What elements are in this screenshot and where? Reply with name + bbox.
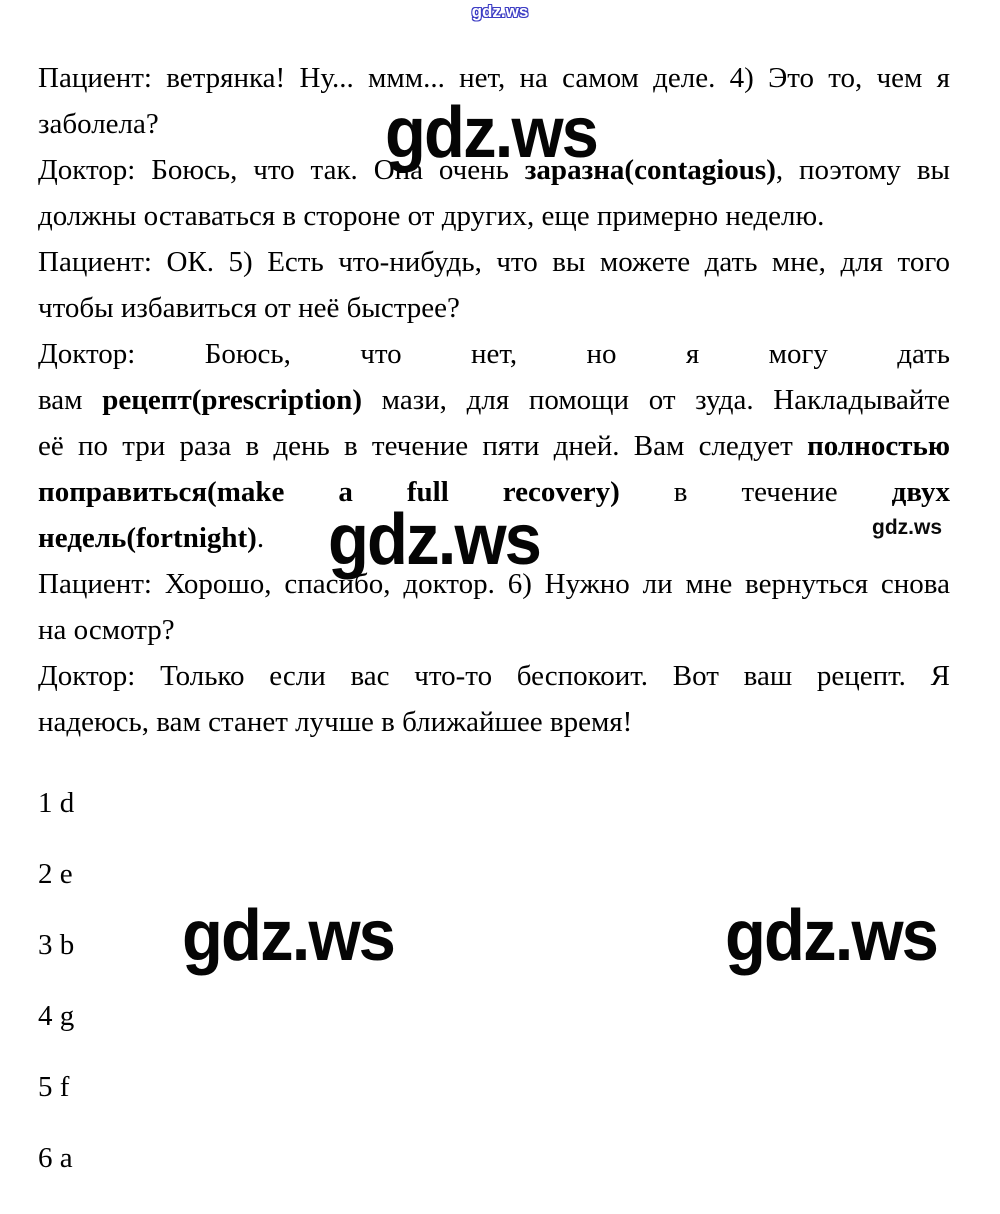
watermark-large-2: gdz.ws — [328, 500, 541, 580]
dialogue-text-segment: Доктор: Боюсь, что так. Она очень — [38, 154, 525, 186]
dialogue-text-segment: на осмотр? — [38, 614, 175, 646]
dialogue-text-segment: . — [256, 522, 265, 554]
dialogue-line — [38, 607, 950, 653]
answer-item: 2 e — [38, 858, 73, 890]
dialogue-text-segment: заболела? — [38, 108, 159, 140]
dialogue-line — [38, 239, 950, 285]
dialogue-bold-term: двух — [891, 476, 950, 508]
dialogue-line — [38, 331, 950, 377]
answer-item: 5 f — [38, 1071, 70, 1103]
dialogue-text-segment: мази, для помощи от зуда. Накладывайте — [361, 384, 950, 416]
answer-item: 1 d — [38, 787, 75, 819]
dialogue-text-segment: вам — [38, 384, 103, 416]
dialogue-bold-term: поправиться(make a full recovery) — [38, 476, 620, 508]
dialogue-bold-term: недель(fortnight) — [38, 522, 257, 554]
watermark-small-right: gdz.ws — [872, 516, 943, 539]
dialogue-line — [38, 285, 950, 331]
dialogue-text-segment: надеюсь, вам станет лучше в ближайшее время! — [38, 706, 633, 738]
dialogue-text-segment: Пациент: ОК. 5) Есть что-нибудь, что вы можете дать мне, для того — [38, 246, 950, 278]
dialogue-text-segment: должны оставаться в стороне от других, еще примерно неделю. — [38, 200, 825, 232]
dialogue-text-segment: Пациент: ветрянка! Ну... ммм... нет, на самом деле. 4) Это то, чем я — [38, 62, 950, 94]
dialogue-text-segment: Доктор: Только если вас что-то беспокоит. Вот ваш рецепт. Я — [38, 660, 950, 692]
dialogue-text-segment: чтобы избавиться от неё быстрее? — [38, 292, 460, 324]
watermark-large-1: gdz.ws — [385, 93, 598, 173]
dialogue-text-segment: , поэтому вы — [775, 154, 950, 186]
watermark-top: gdz.ws — [471, 2, 529, 21]
dialogue-line — [38, 377, 950, 423]
dialogue-bold-term: заразна(contagious) — [524, 154, 776, 186]
dialogue-paragraph — [38, 239, 950, 331]
dialogue-text-segment: в течение — [619, 476, 892, 508]
answers-list — [38, 788, 74, 1214]
dialogue-text-segment: Пациент: Хорошо, спасибо, доктор. 6) Нужно ли мне вернуться снова — [38, 568, 950, 600]
watermark-large-4: gdz.ws — [725, 896, 938, 976]
answer-item: 4 g — [38, 1000, 75, 1032]
dialogue-line — [38, 423, 950, 469]
dialogue-line — [38, 653, 950, 699]
dialogue-text-segment: Доктор: Боюсь, что нет, но я могу дать — [38, 338, 950, 370]
dialogue-bold-term: рецепт(prescription) — [102, 384, 362, 416]
dialogue-bold-term: полностью — [807, 430, 950, 462]
answer-item: 3 b — [38, 929, 75, 961]
dialogue-line — [38, 699, 950, 745]
dialogue-text-segment: её по три раза в день в течение пяти дней. Вам следует — [38, 430, 808, 462]
dialogue-paragraph — [38, 653, 950, 745]
watermark-large-3: gdz.ws — [182, 896, 395, 976]
answer-item: 6 a — [38, 1142, 73, 1174]
dialogue-line — [38, 193, 950, 239]
